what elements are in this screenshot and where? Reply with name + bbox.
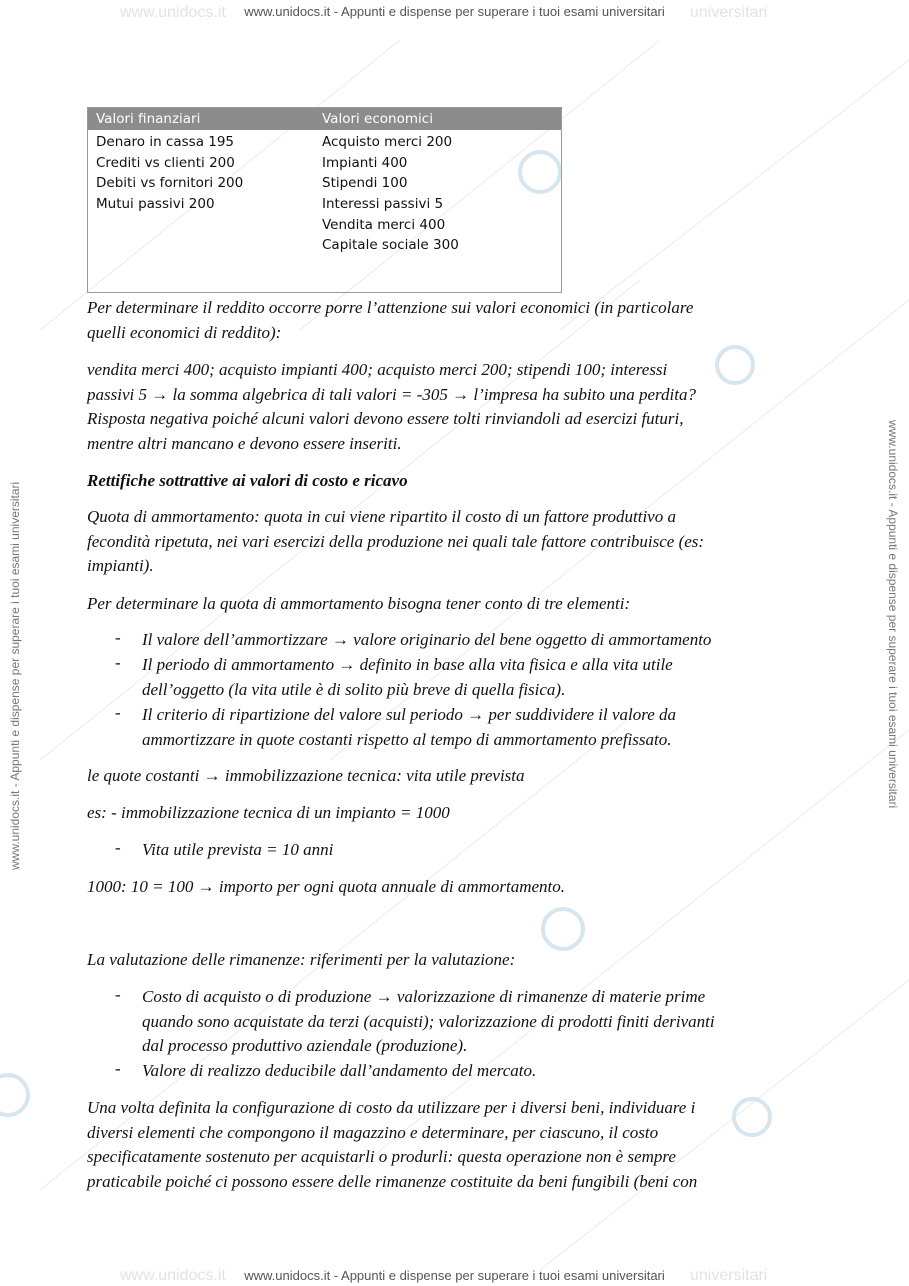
list-dash: - [115, 838, 121, 857]
text-line: Una volta definita la configurazione di costo da utilizzare per i diversi beni, individuare i [87, 1098, 696, 1117]
list-item [142, 1059, 822, 1084]
table-cell: Crediti vs clienti 200 [96, 154, 235, 171]
text-line: Risposta negativa poiché alcuni valori devono essere tolti rinviandoli ad esercizi futuri, [87, 409, 684, 428]
text-line: dal processo produttivo aziendale (produzione). [142, 1036, 468, 1055]
list-item [142, 985, 822, 1059]
text-line: praticabile poiché ci possono essere delle rimanenze costituite da beni fungibili (beni con [87, 1171, 698, 1191]
list-item [142, 703, 822, 752]
list-dash: - [115, 985, 121, 1004]
header-valori-economici: Valori economici [322, 111, 433, 127]
header-valori-finanziari: Valori finanziari [96, 111, 201, 127]
paragraph-quote-costanti [87, 764, 817, 789]
table-cell: Denaro in cassa 195 [96, 134, 235, 150]
column-economici [322, 132, 459, 256]
table-cell: Interessi passivi 5 [322, 196, 444, 213]
watermark-bottom: www.unidocs.it - Appunti e dispense per superare i tuoi esami universitari [244, 1268, 665, 1283]
text-line: impianti). [87, 556, 154, 575]
table-cell: Mutui passivi 200 [96, 196, 215, 213]
list-item [142, 653, 822, 702]
paragraph-rimanenze [87, 948, 817, 973]
watermark-ghost-top-right: universitari [690, 4, 768, 21]
text-line: mentre altri mancano e devono essere inseriti. [87, 433, 402, 453]
paragraph-calcolo [87, 875, 817, 900]
values-table-header [88, 108, 561, 130]
watermark-ghost-top-left: www.unidocs.it [120, 4, 226, 21]
watermark-ghost-bottom-right: universitari [690, 1267, 768, 1284]
text-line: Vita utile prevista = 10 anni [142, 840, 334, 859]
text-line: Quota di ammortamento: quota in cui viene ripartito il costo di un fattore produttivo a [87, 507, 676, 526]
heading-text: Rettifiche sottrattive ai valori di costo e ricavo [87, 471, 408, 490]
text-line: fecondità ripetuta, nei vari esercizi della produzione nei quali tale fattore contribuisce (es: [87, 531, 705, 551]
list-item [142, 838, 822, 863]
table-cell: Acquisto merci 200 [322, 134, 453, 150]
paragraph-somma [87, 358, 817, 456]
text-line: 1000: 10 = 100 → importo per ogni quota annuale di ammortamento. [87, 877, 566, 896]
table-cell: Capitale sociale 300 [322, 237, 459, 254]
text-line: La valutazione delle rimanenze: riferimenti per la valutazione: [87, 950, 516, 969]
list-dash: - [115, 628, 121, 647]
text-line: dell’oggetto (la vita utile è di solito più breve di quella fisica). [142, 679, 566, 699]
column-finanziari [96, 132, 243, 215]
text-line: ammortizzare in quote costanti rispetto al tempo di ammortamento prefissato. [142, 729, 672, 749]
paragraph-elementi [87, 592, 817, 617]
text-line: vendita merci 400; acquisto impianti 400; acquisto merci 200; stipendi 100; interessi [87, 360, 668, 379]
text-line: es: - immobilizzazione tecnica di un impianto = 1000 [87, 803, 450, 822]
text-line: specificatamente sostenuto per acquistarli o produrli: questa operazione non è sempre [87, 1147, 676, 1166]
table-cell: Stipendi 100 [322, 175, 408, 192]
table-cell: Debiti vs fornitori 200 [96, 175, 244, 192]
text-line: quelli economici di reddito): [87, 322, 282, 342]
paragraph-magazzino [87, 1096, 817, 1194]
watermark-side-left: www.unidocs.it - Appunti e dispense per superare i tuoi esami universitari [8, 481, 22, 870]
text-line: Valore di realizzo deducibile dall’andamento del mercato. [142, 1061, 537, 1080]
values-table [87, 107, 562, 293]
list-item [142, 628, 822, 653]
paragraph-reddito [87, 296, 817, 345]
watermark-top: www.unidocs.it - Appunti e dispense per superare i tuoi esami universitari [244, 4, 665, 19]
text-line: Per determinare la quota di ammortamento bisogna tener conto di tre elementi: [87, 594, 631, 613]
list-dash: - [115, 653, 121, 672]
table-cell: Impianti 400 [322, 154, 408, 171]
text-line: diversi elementi che compongono il magazzino e determinare, per ciascuno, il costo [87, 1122, 659, 1142]
text-line: quando sono acquistate da terzi (acquisti); valorizzazione di prodotti finiti derivanti [142, 1011, 715, 1031]
text-line: le quote costanti → immobilizzazione tecnica: vita utile prevista [87, 766, 525, 785]
text-line: Per determinare il reddito occorre porre l’attenzione sui valori economici (in particolare [87, 298, 694, 317]
list-dash: - [115, 703, 121, 722]
text-line: Il valore dell’ammortizzare → valore originario del bene oggetto di ammortamento [142, 630, 712, 649]
watermark-side-right: www.unidocs.it - Appunti e dispense per superare i tuoi esami universitari [886, 420, 900, 809]
watermark-ghost-bottom-left: www.unidocs.it [120, 1267, 226, 1284]
text-line: Il criterio di ripartizione del valore sul periodo → per suddividere il valore da [142, 705, 677, 724]
paragraph-quota [87, 505, 817, 579]
text-line: Il periodo di ammortamento → definito in base alla vita fisica e alla vita utile [142, 655, 673, 674]
section-heading [87, 469, 817, 494]
list-dash: - [115, 1059, 121, 1078]
text-line: passivi 5 → la somma algebrica di tali valori = -305 → l’impresa ha subito una perdita? [87, 384, 696, 404]
text-line: Costo di acquisto o di produzione → valorizzazione di rimanenze di materie prime [142, 987, 706, 1006]
paragraph-esempio [87, 801, 817, 826]
table-cell: Vendita merci 400 [322, 216, 446, 233]
